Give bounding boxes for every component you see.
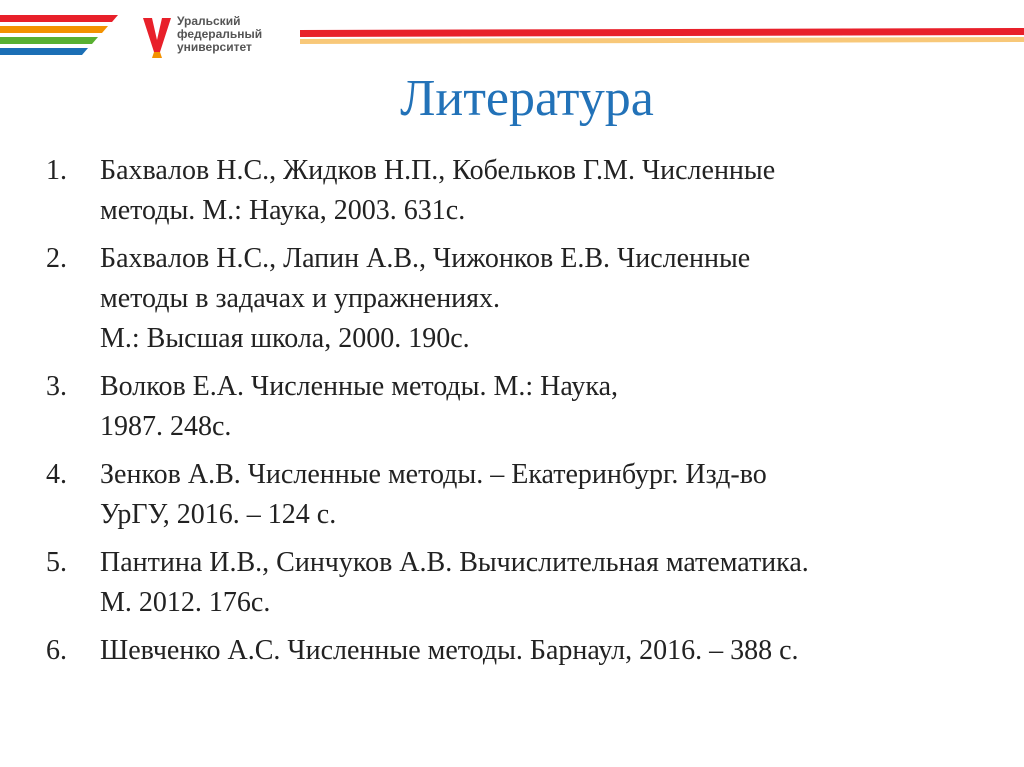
logo-line: федеральный bbox=[177, 27, 263, 41]
stripe-red-left bbox=[0, 15, 118, 22]
reference-item bbox=[46, 239, 986, 359]
reference-item bbox=[46, 631, 986, 671]
reference-line: Пантина И.В., Синчуков А.В. Вычислительная математика. bbox=[100, 547, 809, 578]
reference-item bbox=[46, 543, 986, 623]
reference-line: Зенков А.В. Численные методы. – Екатеринбург. Изд-во bbox=[100, 459, 767, 490]
stripe-blue-left bbox=[0, 48, 88, 55]
reference-line: М. 2012. 176с. bbox=[100, 587, 271, 618]
university-logo-text bbox=[177, 15, 262, 54]
reference-number: 3. bbox=[46, 371, 67, 402]
reference-number: 1. bbox=[46, 155, 67, 186]
reference-item bbox=[46, 151, 986, 231]
stripe-right-group bbox=[300, 28, 1024, 44]
reference-line: М.: Высшая школа, 2000. 190с. bbox=[100, 323, 470, 354]
logo-line: Уральский bbox=[177, 14, 241, 28]
reference-item bbox=[46, 367, 986, 447]
reference-number: 4. bbox=[46, 459, 67, 490]
logo-line: университет bbox=[177, 40, 252, 54]
reference-item bbox=[46, 455, 986, 535]
stripe-orange-right bbox=[300, 37, 1024, 44]
reference-number: 5. bbox=[46, 547, 67, 578]
stripe-left-group bbox=[0, 15, 118, 55]
stripe-green-left bbox=[0, 37, 98, 44]
stripe-red-right bbox=[300, 28, 1024, 37]
reference-line: Бахвалов Н.С., Жидков Н.П., Кобельков Г.М. Численные bbox=[100, 155, 776, 186]
reference-line: 1987. 248с. bbox=[100, 411, 232, 442]
reference-line: Бахвалов Н.С., Лапин А.В., Чижонков Е.В. Численные bbox=[100, 243, 751, 274]
stripe-orange-left bbox=[0, 26, 108, 33]
reference-list bbox=[46, 151, 986, 679]
reference-line: Шевченко А.С. Численные методы. Барнаул, 2016. – 388 с. bbox=[100, 635, 799, 666]
reference-number: 6. bbox=[46, 635, 67, 666]
reference-line: УрГУ, 2016. – 124 с. bbox=[100, 499, 337, 530]
page-title: Литература bbox=[400, 70, 654, 127]
reference-line: методы. М.: Наука, 2003. 631с. bbox=[100, 195, 466, 226]
reference-line: методы в задачах и упражнениях. bbox=[100, 283, 501, 314]
university-logo-icon bbox=[140, 14, 174, 58]
reference-number: 2. bbox=[46, 243, 67, 274]
reference-line: Волков Е.А. Численные методы. М.: Наука, bbox=[100, 371, 618, 402]
